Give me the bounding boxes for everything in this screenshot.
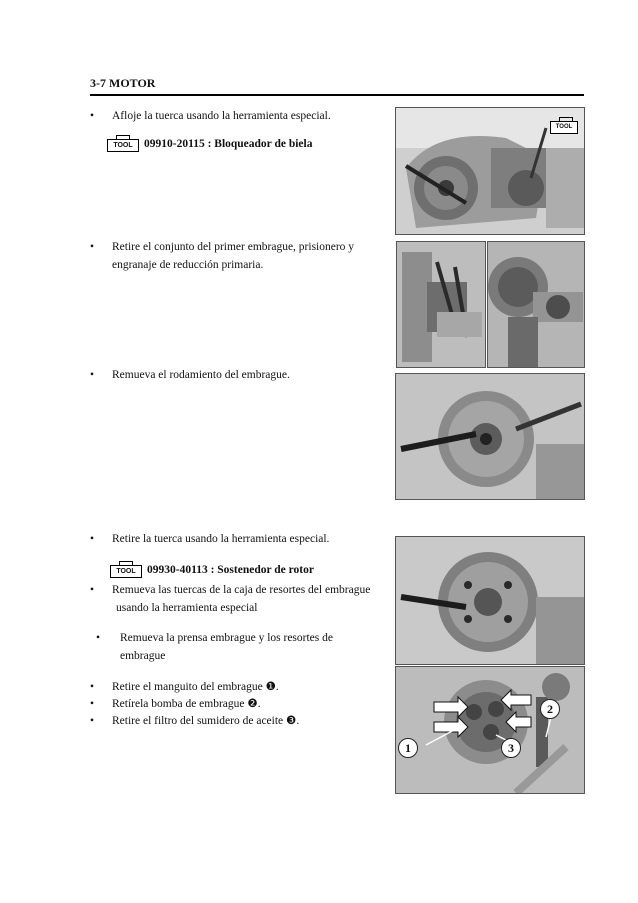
- bullet-icon: •: [90, 241, 95, 253]
- list-item: [90, 531, 390, 549]
- bullet-icon: •: [90, 715, 95, 727]
- tool-icon: TOOL: [550, 121, 578, 134]
- step-text: Retire el conjunto del primer embrague, prisionero y: [112, 241, 355, 253]
- step-text: Remueva el rodamiento del embrague.: [112, 369, 290, 381]
- bullet-icon: •: [90, 533, 95, 545]
- step-text: Retire el filtro del sumidero de aceite ❸.: [112, 715, 300, 727]
- step-text: Retírela bomba de embrague ❷.: [112, 698, 261, 710]
- photo-spring-nuts: [395, 536, 585, 665]
- callout-1: 1: [398, 738, 418, 758]
- bullet-icon: •: [90, 584, 95, 596]
- list-item: [90, 696, 390, 714]
- step-text-continued: engranaje de reducción primaria.: [112, 259, 264, 271]
- tool-reference: 09910-20115 : Bloqueador de biela: [144, 138, 313, 150]
- bullet-icon: •: [96, 632, 101, 644]
- photo-clutch-sleeve-pump-filter: [395, 666, 585, 794]
- step-text: Remueva las tuercas de la caja de resortes del embrague: [112, 584, 371, 596]
- list-item: [90, 679, 390, 697]
- step-text: Retire el manguito del embrague ❶.: [112, 681, 279, 693]
- photo-clutch-removal-right: [487, 241, 585, 368]
- tool-reference: 09930-40113 : Sostenedor de rotor: [147, 564, 314, 576]
- callout-2: 2: [540, 699, 560, 719]
- list-item: [96, 630, 376, 666]
- list-item: [90, 108, 380, 126]
- photo-clutch-bearing: [395, 373, 585, 500]
- bullet-icon: •: [90, 681, 95, 693]
- page-title: 3-7 MOTOR: [90, 76, 156, 90]
- bullet-icon: •: [90, 110, 95, 122]
- list-item: [90, 713, 390, 731]
- bullet-icon: •: [90, 369, 95, 381]
- photo-clutch-removal-left: [396, 241, 486, 368]
- callout-3: 3: [501, 738, 521, 758]
- tool-icon: TOOL: [107, 139, 139, 152]
- step-text: Retire la tuerca usando la herramienta especial.: [112, 533, 330, 545]
- step-text: Remueva la prensa embrague y los resortes de: [120, 632, 333, 644]
- list-item: [90, 367, 390, 385]
- bullet-icon: •: [90, 698, 95, 710]
- step-text-continued: usando la herramienta especial: [116, 602, 258, 614]
- list-item: [90, 239, 390, 275]
- header-rule: [90, 94, 584, 96]
- tool-icon: TOOL: [110, 565, 142, 578]
- list-item: [90, 582, 390, 618]
- step-text-continued: embrague: [120, 650, 166, 662]
- step-text: Afloje la tuerca usando la herramienta especial.: [112, 110, 331, 122]
